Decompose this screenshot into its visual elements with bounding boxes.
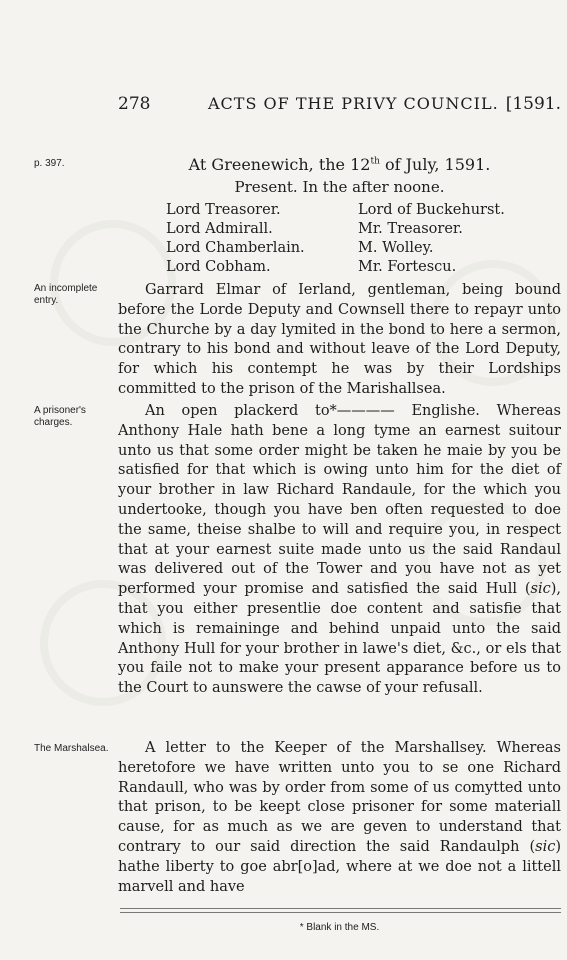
running-title: ACTS OF THE PRIVY COUNCIL. (208, 94, 499, 113)
entry-elmar: Garrard Elmar of Ierland, gentleman, being bound before the Lorde Deputy and Cownsell there to repayr unto the Churche by a day lymited in the bond to here a sermon, contrary to his bond and without leave of the Lord Deputy, for which his contempt he was by their Lordships committed to the prison of the Marishallsea. (118, 282, 561, 397)
meeting-place-date: At Greenewich, the 12th of July, 1591. (188, 155, 491, 174)
footnote-rule (120, 912, 561, 913)
members-right-column (358, 201, 505, 277)
member: M. Wolley. (358, 240, 434, 256)
member: Lord of Buckehurst. (358, 202, 505, 218)
entry-marshalsea-letter: A letter to the Keeper of the Marshallsey. Whereas heretofore we have written unto you to se one Richard Randaull, who was by order from some of us comytted unto that prison, to be keept close prisoner for some materiall cause, for as much as we are geven to understand that contrary to our said direction the said Randaulph (sic) hathe liberty to goe abr[o]ad, where at we doe not a littell marvell and have (118, 740, 561, 895)
margin-note-prisoner: A prisoner's charges. (34, 405, 86, 428)
member: Lord Treasorer. (166, 202, 281, 218)
member: Mr. Fortescu. (358, 259, 457, 275)
member: Lord Admirall. (166, 221, 273, 237)
running-head (118, 94, 561, 118)
margin-note-marshalsea: The Marshalsea. (34, 743, 109, 754)
page-number: 278 (118, 94, 151, 114)
member: Lord Cobham. (166, 259, 271, 275)
footnote: * Blank in the MS. (299, 922, 380, 933)
running-year: [1591. (505, 94, 561, 114)
entry-placard: An open plackerd to*———— Englishe. Whereas Anthony Hale hath bene a long tyme an earnest suitour unto us that some order might be taken he maie by you be satisfied for that which is owing unto him for the diet of your brother in law Richard Randaule, for the which you undertooke, though you have ben often requested to doe the same, theise shalbe to will and require you, in respect that at your earnest suite made unto us the said Randaul was delivered out of the Tower and you have not as yet performed your promise and satisfied the said Hull (sic), that you either presentlie doe content and satisfie that which is remaininge and behind unpaid unto the said Anthony Hull for your brother in lawe's diet, &c., or els that you faile not to make your present apparance before us to the Court to aunswere the cawse of your refusall. (118, 403, 561, 697)
page-reference: p. 397. (34, 158, 65, 169)
present-heading: Present. In the after noone. (234, 178, 445, 196)
members-left-column (166, 201, 305, 277)
member: Lord Chamberlain. (166, 240, 305, 256)
margin-note-incomplete: An incomplete entry. (34, 283, 98, 306)
member: Mr. Treasorer. (358, 221, 463, 237)
footnote-rule (120, 908, 561, 909)
